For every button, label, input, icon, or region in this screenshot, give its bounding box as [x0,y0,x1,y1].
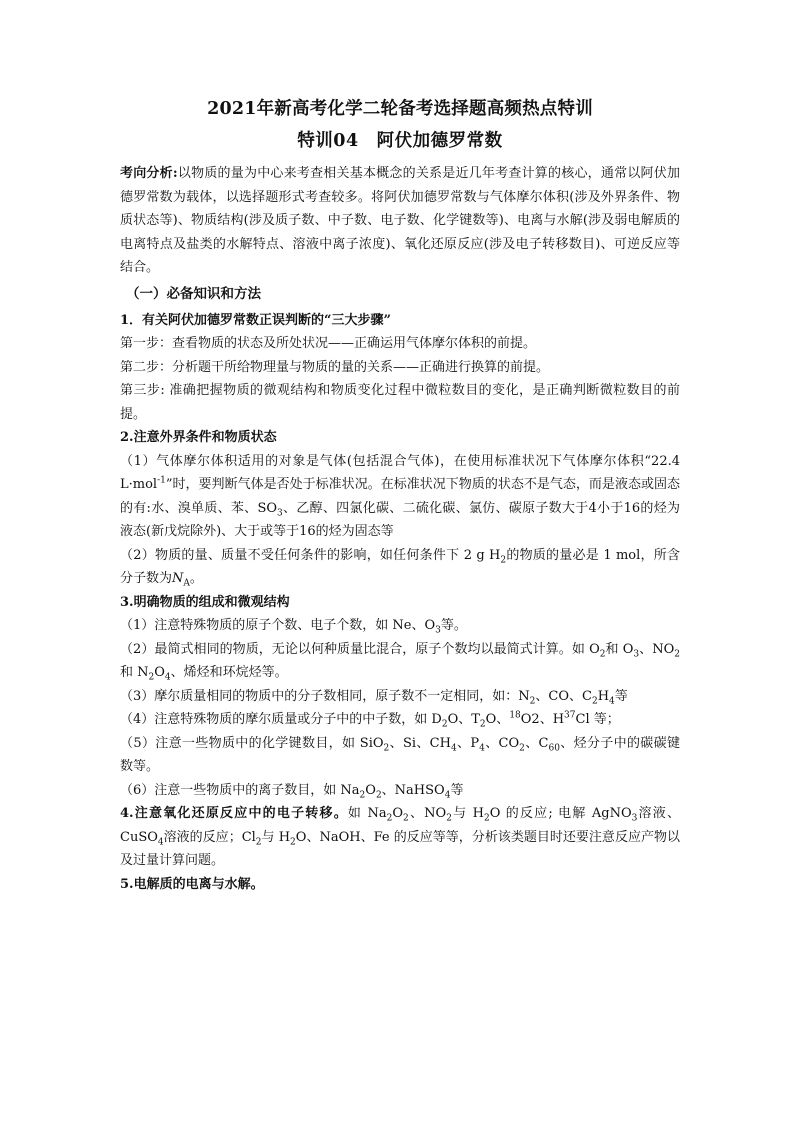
text: O [365,782,376,798]
sub: 4 [609,696,615,707]
text: 、P [456,735,480,751]
step-3: 第三步: 准确把握物质的微观结构和物质变化过程中微粒数目的变化，是正确判断微粒数目的前提。 [120,383,680,422]
sup: -1 [157,475,166,486]
sub: 2 [148,672,155,683]
text: O 的反应; 电解 AgNO [489,806,632,821]
sub: 2 [479,719,486,730]
text: Cl 等； [575,712,620,727]
text: 与 H [261,829,291,845]
sup: 18 [509,710,521,721]
paragraph-3-4 [120,708,680,732]
sub: 60 [548,743,560,754]
text: 和 N [120,665,149,680]
text: 等。 [440,618,467,633]
text: ”时，要判断气体是否处于标准状况。在标准状况下物质的状态不是气态，而是液态或固态的有:水、溴单质、苯、SO [120,477,680,516]
sup: 37 [564,710,576,721]
heading-4: 4.注意氧化还原反应中的电子转移。 [120,806,348,821]
step-2: 第二步：分析题干所给物理量与物质的量的关系——正确进行换算的前提。 [120,359,550,375]
sub: A [183,578,190,589]
text: 、乙醇、四氯化碳、二硫化碳、氯仿、碳原子数大于4小于16的烃为液态(新戊烷除外)、大于或等于16的烃为固态等 [120,500,680,539]
sub: 2 [500,555,507,566]
heading-2: 2.注意外界条件和物质状态 [120,430,277,445]
text: H [597,688,610,704]
text: 、NO [408,806,447,821]
text: 、NO [639,641,675,657]
sub: 2 [446,813,452,824]
step-1: 第一步：查看物质的状态及所处状况——正确运用气体摩尔体积的前提。 [120,336,537,351]
sub: 4 [479,743,485,754]
text: 、烯烃和环烷烃等。 [170,665,288,680]
sub: 2 [383,743,390,754]
text: （3）摩尔质量相同的物质中的分子数相同，原子数不一定相同，如：N [120,688,530,704]
paragraph-3-2 [120,638,680,685]
paragraph-3-3 [120,685,680,709]
sub: 4 [444,790,451,801]
text: 、烃分子中的碳碳键数等。 [120,735,680,774]
text: （2）物质的量、质量不受任何条件的影响，如任何条件下 2 g H [120,547,501,563]
paragraph-2-1 [120,450,680,544]
sub: 2 [591,696,598,707]
text: 、NaHSO [381,782,445,798]
text: O2、H [520,712,565,727]
sub: 2 [403,813,409,824]
text: 溶液的反应；Cl [163,829,256,845]
text: O、T [447,712,480,727]
sub: 2 [519,743,525,754]
text: 等 [614,688,628,704]
sub: 2 [290,837,296,848]
paragraph-2-2: （2）物质的量、质量不受任何条件的影响，如任何条件下 2 g $H_2$的物质的量必是 1 mol，所含分子数为$N_A$。 [120,547,680,589]
sub: 4 [450,743,457,754]
text: （5）注意一些物质中的化学键数目，如 SiO [120,735,384,751]
text: O [392,806,403,821]
sub: 3 [277,508,283,519]
text: （1）注意特殊物质的原子个数、电子个数，如 Ne、O [120,618,436,633]
text: 溶液、CuSO [120,806,680,845]
text: 、Si、CH [389,735,451,751]
intro-text: 以物质的量为中心来考查相关基本概念的关系是近几年考查计算的核心，通常以阿伏加德罗常数为载体，以选择题形式考查较多。将阿伏加德罗常数与气体摩尔体积(涉及外界条件、物质状态等)、物质结构(涉及质子数、中子数、电子数、化学键数等)、电离与水解(涉及弱电解质的电离特点及盐类的水解特点、溶液中离子浓度)、氧化还原反应(涉及电子转移数目)、可逆反应等结合。 [120,166,680,275]
text: 如 Na [347,806,387,821]
text: 、C [524,735,549,751]
sub: 3 [633,649,640,660]
text: （4）注意特殊物质的摩尔质量或分子中的中子数，如 D [120,712,442,727]
text: （1）气体摩尔体积适用的对象是气体(包括混合气体)，在使用标准状况下气体摩尔体积“22.4 L·mol [120,453,680,492]
sub: 2 [255,837,262,848]
text: （6）注意一些物质中的离子数目，如 Na [120,782,360,798]
section-heading: （一）必备知识和方法 [126,285,261,302]
sub: 4 [164,672,171,683]
text: 和 O [605,641,634,657]
sub: 4 [157,837,164,848]
sub: 2 [529,696,536,707]
text: 、CO [484,735,520,751]
heading-5: 5.电解质的电离与水解。 [120,876,264,892]
heading-1: 1．有关阿伏加德罗常数正误判断的“三大步骤” [120,312,392,328]
intro-label: 考向分析: [120,166,178,181]
paragraph-3-1 [120,614,680,638]
intro-paragraph [120,162,680,280]
sub: 2 [599,649,606,660]
text: O、NaOH、Fe 的反应等等，分析该类题目时还要注意反应产物以及过量计算问题。 [120,829,680,868]
sub: 2 [386,813,393,824]
text: 与 H [451,806,485,821]
document-page [120,96,680,896]
page-title: 2021年新高考化学二轮备考选择题高频热点特训 [207,99,593,119]
sub: 3 [435,625,441,636]
paragraph-3-5 [120,732,680,779]
sub: 2 [674,649,680,660]
paragraph-3-6 [120,779,680,803]
sub: 2 [359,790,366,801]
page-subtitle: 特训04 阿伏加德罗常数 [297,131,503,151]
text: O [154,665,165,680]
sub: 3 [631,813,638,824]
text: 、CO、C [535,688,592,704]
sub: 2 [375,790,382,801]
heading-3: 3.明确物质的组成和微观结构 [120,594,290,610]
text: （2）最简式相同的物质，无论以何种质量比混合，原子个数均以最简式计算。如 O [120,641,600,657]
text: 的物质的量必是 1 mol，所含分子数为 [120,547,680,586]
text: 等 [450,782,464,798]
symbol: N [172,571,184,586]
sub: 2 [441,719,448,730]
sub: 2 [484,813,490,824]
text: O、 [485,712,510,727]
paragraph-4 [120,802,680,873]
